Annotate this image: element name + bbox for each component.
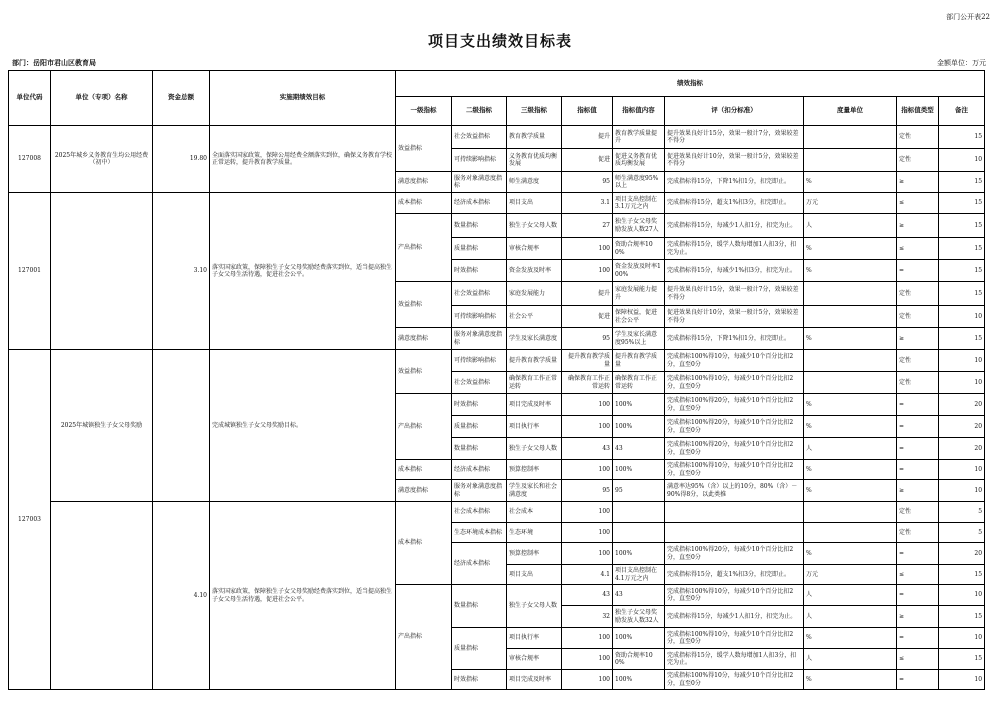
indicator-value: 100	[562, 460, 613, 480]
header-level3: 三级指标	[507, 97, 562, 126]
level1-indicator: 成本指标	[396, 460, 452, 480]
performance-goal: 落实国家政策，保障独生子女父母奖励经费落实到位，适当提高独生子女父母生活待遇，促进社会公平。	[210, 193, 396, 350]
level1-indicator: 成本指标	[396, 502, 452, 585]
measure-unit: %	[804, 172, 897, 193]
indicator-value: 100	[562, 543, 613, 565]
weight-note: 20	[939, 416, 985, 438]
scoring-criteria: 完成指标100%得20分，每减少10个百分比扣2分，直至0分	[665, 543, 804, 565]
indicator-value: 100	[562, 416, 613, 438]
scoring-criteria: 完成指标100%得20分，每减少10个百分比扣2分，直至0分	[665, 438, 804, 460]
measure-unit: 人	[804, 585, 897, 606]
indicator-content: 提升教育教学质量	[613, 350, 665, 372]
level2-indicator: 服务对象满意度指标	[452, 172, 507, 193]
measure-unit: 万元	[804, 193, 897, 214]
indicator-content: 100%	[613, 670, 665, 690]
indicator-content: 保障权益，促进社会公平	[613, 306, 665, 328]
header-amount: 资金总额	[153, 71, 210, 126]
scoring-criteria: 促进效果良好计10分，效果一般计5分，效果较差不得分	[665, 306, 804, 328]
level3-indicator: 资金发放及时率	[507, 260, 562, 282]
weight-note: 10	[939, 670, 985, 690]
currency-unit-label: 金额单位：万元	[937, 59, 986, 67]
performance-table	[8, 70, 985, 690]
header-level1: 一级指标	[396, 97, 452, 126]
fund-amount: 3.10	[153, 193, 210, 350]
table-row	[9, 193, 985, 214]
indicator-value: 100	[562, 238, 613, 260]
fund-amount-blank	[153, 350, 210, 502]
level2-indicator: 服务对象满意度指标	[452, 480, 507, 502]
scoring-criteria: 完成指标100%得10分，每减少10个百分比扣2分，直至0分	[665, 585, 804, 606]
measure-unit: %	[804, 480, 897, 502]
weight-note: 10	[939, 350, 985, 372]
indicator-value: 100	[562, 628, 613, 649]
measure-unit	[804, 149, 897, 172]
level3-indicator: 审核合规率	[507, 649, 562, 670]
level3-indicator: 项目完成及时率	[507, 670, 562, 690]
indicator-type: ≤	[897, 565, 939, 585]
indicator-type: ≤	[897, 193, 939, 214]
scoring-criteria: 完成指标100%得10分，每减少10个百分比扣2分，直至0分	[665, 670, 804, 690]
level2-indicator: 时效指标	[452, 260, 507, 282]
weight-note: 15	[939, 282, 985, 306]
measure-unit: 人	[804, 214, 897, 238]
header-performance: 绩效指标	[396, 71, 985, 97]
scoring-criteria: 完成指标得15分，超支1%扣3分，扣完即止。	[665, 193, 804, 214]
project-name: 2025年城乡义务教育生均公用经费（初中）	[51, 126, 153, 193]
fund-amount: 19.80	[153, 126, 210, 193]
indicator-type: ≥	[897, 214, 939, 238]
level1-indicator: 效益指标	[396, 282, 452, 328]
level3-indicator: 社会公平	[507, 306, 562, 328]
level3-indicator: 项目执行率	[507, 416, 562, 438]
level2-indicator: 生态环境成本指标	[452, 523, 507, 543]
level3-indicator: 教育教学质量	[507, 126, 562, 149]
table-row	[9, 126, 985, 149]
level2-indicator: 可持续影响指标	[452, 149, 507, 172]
scoring-criteria: 完成指标得15分，每减少1%扣3分，扣完为止。	[665, 260, 804, 282]
weight-note: 15	[939, 328, 985, 350]
indicator-content: 师生满意度95%以上	[613, 172, 665, 193]
header-measure: 度量单位	[804, 97, 897, 126]
level3-indicator: 生态环境	[507, 523, 562, 543]
weight-note: 15	[939, 214, 985, 238]
level2-indicator: 可持续影响指标	[452, 350, 507, 372]
level1-indicator: 产出指标	[396, 585, 452, 690]
weight-note: 15	[939, 649, 985, 670]
indicator-content: 100%	[613, 394, 665, 416]
weight-note: 10	[939, 480, 985, 502]
scoring-criteria: 完成指标得15分，下降1%扣1分，扣完即止。	[665, 328, 804, 350]
scoring-criteria: 提升效果良好计15分，效果一般计7分，效果较差不得分	[665, 126, 804, 149]
indicator-value: 95	[562, 172, 613, 193]
indicator-type: ≥	[897, 480, 939, 502]
performance-goal: 落实国家政策，保障独生子女父母奖励经费落实到位，适当提高独生子女父母生活待遇，促进社会公平。	[210, 502, 396, 690]
scoring-criteria: 完成指标100%得10分，每减少10个百分比扣2分，直至0分	[665, 372, 804, 394]
page-title: 项目支出绩效目标表	[427, 32, 572, 50]
indicator-content: 项目支出控制在3.1万元之内	[613, 193, 665, 214]
header-type: 指标值类型	[897, 97, 939, 126]
level2-indicator: 可持续影响指标	[452, 306, 507, 328]
unit-code: 127003	[9, 350, 51, 690]
level3-indicator: 预算控制率	[507, 543, 562, 565]
indicator-type: ≥	[897, 606, 939, 628]
indicator-type: 定性	[897, 126, 939, 149]
level3-indicator: 独生子女父母人数	[507, 214, 562, 238]
indicator-value: 100	[562, 502, 613, 523]
indicator-content: 95	[613, 480, 665, 502]
measure-unit: 人	[804, 438, 897, 460]
weight-note: 5	[939, 523, 985, 543]
indicator-content: 项目支出控制在4.1万元之内	[613, 565, 665, 585]
level2-indicator: 社会成本指标	[452, 502, 507, 523]
weight-note: 20	[939, 543, 985, 565]
scoring-criteria: 完成指标100%得20分，每减少10个百分比扣2分，直至0分	[665, 416, 804, 438]
level2-indicator: 数量指标	[452, 214, 507, 238]
performance-goal: 完成城镇独生子女父母奖励目标。	[210, 350, 396, 502]
performance-goal: 全面落实国家政策，保障公用经费全额落实到位，确保义务教育学校正常运转，提升教育教学质量。	[210, 126, 396, 193]
level3-indicator: 项目完成及时率	[507, 394, 562, 416]
indicator-value: 促进	[562, 149, 613, 172]
indicator-type: ≤	[897, 649, 939, 670]
indicator-content: 资助合规率100%	[613, 238, 665, 260]
level2-indicator: 服务对象满意度指标	[452, 328, 507, 350]
weight-note: 20	[939, 438, 985, 460]
level1-indicator: 产出指标	[396, 394, 452, 460]
level2-indicator: 社会效益指标	[452, 372, 507, 394]
weight-note: 15	[939, 260, 985, 282]
level2-indicator: 时效指标	[452, 394, 507, 416]
indicator-type: =	[897, 543, 939, 565]
level3-indicator: 项目支出	[507, 193, 562, 214]
header-goal: 实施期绩效目标	[210, 71, 396, 126]
scoring-criteria: 完成指标得15分，超支1%扣3分，扣完即止。	[665, 565, 804, 585]
indicator-content: 家庭发展能力提升	[613, 282, 665, 306]
indicator-type: =	[897, 670, 939, 690]
weight-note: 10	[939, 372, 985, 394]
level2-indicator: 数量指标	[452, 438, 507, 460]
scoring-criteria: 完成指标得15分，每减少1人扣1分，扣完为止。	[665, 214, 804, 238]
level1-indicator: 成本指标	[396, 193, 452, 214]
measure-unit: 万元	[804, 565, 897, 585]
weight-note: 20	[939, 394, 985, 416]
level2-indicator: 质量指标	[452, 238, 507, 260]
measure-unit: %	[804, 328, 897, 350]
indicator-value: 95	[562, 328, 613, 350]
indicator-type: =	[897, 394, 939, 416]
level2-indicator: 经济成本指标	[452, 460, 507, 480]
weight-note: 15	[939, 238, 985, 260]
indicator-type: ≤	[897, 238, 939, 260]
indicator-value: 95	[562, 480, 613, 502]
scoring-criteria: 完成指标得15分，缓学人数每增加1人扣3分，扣完为止。	[665, 238, 804, 260]
level2-indicator: 经济成本指标	[452, 543, 507, 585]
indicator-content: 资助合规率100%	[613, 649, 665, 670]
indicator-value: 3.1	[562, 193, 613, 214]
indicator-value: 100	[562, 523, 613, 543]
page-number-note: 部门公开表22	[946, 13, 990, 21]
indicator-content: 教育教学质量提升	[613, 126, 665, 149]
level3-indicator: 义务教育优质均衡发展	[507, 149, 562, 172]
weight-note: 15	[939, 172, 985, 193]
project-name	[51, 193, 153, 350]
measure-unit: 人	[804, 606, 897, 628]
indicator-value: 促进	[562, 306, 613, 328]
fund-amount: 4.10	[153, 502, 210, 690]
level3-indicator: 学生及家长和社会满意度	[507, 480, 562, 502]
measure-unit	[804, 350, 897, 372]
level1-indicator: 产出指标	[396, 214, 452, 282]
indicator-type: 定性	[897, 282, 939, 306]
level1-indicator: 满意度指标	[396, 328, 452, 350]
indicator-type: 定性	[897, 306, 939, 328]
indicator-value: 4.1	[562, 565, 613, 585]
weight-note: 10	[939, 460, 985, 480]
scoring-criteria: 满意率达95%（含）以上的10分，80%（含）－90%得8分，以此类推	[665, 480, 804, 502]
level2-indicator: 社会效益指标	[452, 126, 507, 149]
weight-note: 5	[939, 502, 985, 523]
indicator-content: 确保教育工作正常运转	[613, 372, 665, 394]
weight-note: 15	[939, 565, 985, 585]
measure-unit: %	[804, 628, 897, 649]
level1-indicator: 效益指标	[396, 350, 452, 394]
indicator-value: 100	[562, 670, 613, 690]
scoring-criteria: 完成指标100%得10分，每减少10个百分比扣2分，直至0分	[665, 350, 804, 372]
indicator-content: 独生子女父母奖励发放人数32人	[613, 606, 665, 628]
scoring-criteria: 完成指标100%得20分，每减少10个百分比扣2分，直至0分	[665, 394, 804, 416]
indicator-content: 100%	[613, 416, 665, 438]
indicator-content: 资金发放及时率100%	[613, 260, 665, 282]
unit-code: 127008	[9, 126, 51, 193]
indicator-value: 提升教育教学质量	[562, 350, 613, 372]
measure-unit: %	[804, 670, 897, 690]
scoring-criteria	[665, 502, 804, 523]
indicator-content: 学生及家长满意度95%以上	[613, 328, 665, 350]
weight-note: 10	[939, 149, 985, 172]
indicator-content: 100%	[613, 628, 665, 649]
weight-note: 10	[939, 306, 985, 328]
header-criteria: 评（扣分标准）	[665, 97, 804, 126]
measure-unit	[804, 523, 897, 543]
level1-indicator: 满意度指标	[396, 480, 452, 502]
weight-note: 15	[939, 126, 985, 149]
header-note: 备注	[939, 97, 985, 126]
indicator-type: ≥	[897, 328, 939, 350]
level2-indicator: 数量指标	[452, 585, 507, 628]
table-row	[9, 502, 985, 523]
indicator-content	[613, 523, 665, 543]
measure-unit: 人	[804, 649, 897, 670]
indicator-content: 促进义务教育优质均衡发展	[613, 149, 665, 172]
level3-indicator: 家庭发展能力	[507, 282, 562, 306]
indicator-value: 提升	[562, 126, 613, 149]
indicator-content: 43	[613, 585, 665, 606]
weight-note: 10	[939, 628, 985, 649]
scoring-criteria: 促进效果良好计10分，效果一般计5分，效果较差不得分	[665, 149, 804, 172]
indicator-value: 43	[562, 438, 613, 460]
indicator-value: 确保教育工作正常运转	[562, 372, 613, 394]
measure-unit	[804, 282, 897, 306]
level3-indicator: 提升教育教学质量	[507, 350, 562, 372]
indicator-content: 独生子女父母奖励发放人数27人	[613, 214, 665, 238]
indicator-content	[613, 502, 665, 523]
scoring-criteria: 完成指标100%得10分，每减少10个百分比扣2分，直至0分	[665, 460, 804, 480]
weight-note: 10	[939, 585, 985, 606]
measure-unit: %	[804, 260, 897, 282]
measure-unit: %	[804, 460, 897, 480]
level3-indicator: 项目支出	[507, 565, 562, 585]
level3-indicator: 师生满意度	[507, 172, 562, 193]
header-value: 指标值	[562, 97, 613, 126]
scoring-criteria: 完成指标100%得10分，每减少10个百分比扣2分，直至0分	[665, 628, 804, 649]
project-name-blank	[51, 502, 153, 690]
indicator-value: 100	[562, 260, 613, 282]
level3-indicator: 独生子女父母人数	[507, 585, 562, 628]
header-name: 单位（专项）名称	[51, 71, 153, 126]
measure-unit	[804, 372, 897, 394]
indicator-value: 27	[562, 214, 613, 238]
indicator-value: 32	[562, 606, 613, 628]
level2-indicator: 经济成本指标	[452, 193, 507, 214]
project-name: 2025年城镇独生子女父母奖励	[51, 350, 153, 502]
indicator-type: =	[897, 460, 939, 480]
indicator-value: 100	[562, 649, 613, 670]
indicator-value: 提升	[562, 282, 613, 306]
table-row	[9, 350, 985, 372]
indicator-content: 43	[613, 438, 665, 460]
level3-indicator: 审核合规率	[507, 238, 562, 260]
scoring-criteria: 完成指标得15分，下降1%扣1分，扣完即止。	[665, 172, 804, 193]
unit-code: 127001	[9, 193, 51, 350]
scoring-criteria: 完成指标得15分，每减少1人扣1分，扣完为止。	[665, 606, 804, 628]
weight-note: 15	[939, 193, 985, 214]
indicator-type: =	[897, 438, 939, 460]
indicator-type: =	[897, 416, 939, 438]
indicator-type: 定性	[897, 350, 939, 372]
level2-indicator: 质量指标	[452, 628, 507, 670]
level3-indicator: 独生子女父母人数	[507, 438, 562, 460]
indicator-value: 43	[562, 585, 613, 606]
indicator-type: ≥	[897, 172, 939, 193]
measure-unit	[804, 306, 897, 328]
indicator-type: 定性	[897, 149, 939, 172]
department-label: 部门：岳阳市君山区教育局	[12, 59, 96, 67]
indicator-type: 定性	[897, 372, 939, 394]
indicator-type: =	[897, 628, 939, 649]
indicator-content: 100%	[613, 460, 665, 480]
indicator-type: =	[897, 585, 939, 606]
level2-indicator: 时效指标	[452, 670, 507, 690]
weight-note: 15	[939, 606, 985, 628]
level3-indicator: 学生及家长满意度	[507, 328, 562, 350]
header-code: 单位代码	[9, 71, 51, 126]
level3-indicator: 项目执行率	[507, 628, 562, 649]
level1-indicator: 满意度指标	[396, 172, 452, 193]
scoring-criteria: 提升效果良好计15分，效果一般计7分，效果较差不得分	[665, 282, 804, 306]
level3-indicator: 确保教育工作正常运转	[507, 372, 562, 394]
measure-unit	[804, 126, 897, 149]
level2-indicator: 质量指标	[452, 416, 507, 438]
measure-unit: %	[804, 394, 897, 416]
measure-unit	[804, 502, 897, 523]
indicator-type: 定性	[897, 502, 939, 523]
level3-indicator: 预算控制率	[507, 460, 562, 480]
level3-indicator: 社会成本	[507, 502, 562, 523]
measure-unit: %	[804, 416, 897, 438]
header-content: 指标值内容	[613, 97, 665, 126]
level2-indicator: 社会效益指标	[452, 282, 507, 306]
indicator-content: 100%	[613, 543, 665, 565]
measure-unit: %	[804, 543, 897, 565]
measure-unit: %	[804, 238, 897, 260]
header-level2: 二级指标	[452, 97, 507, 126]
level1-indicator: 效益指标	[396, 126, 452, 172]
indicator-type: =	[897, 260, 939, 282]
indicator-value: 100	[562, 394, 613, 416]
scoring-criteria	[665, 523, 804, 543]
scoring-criteria: 完成指标得15分，缓学人数每增加1人扣3分，扣完为止。	[665, 649, 804, 670]
indicator-type: 定性	[897, 523, 939, 543]
